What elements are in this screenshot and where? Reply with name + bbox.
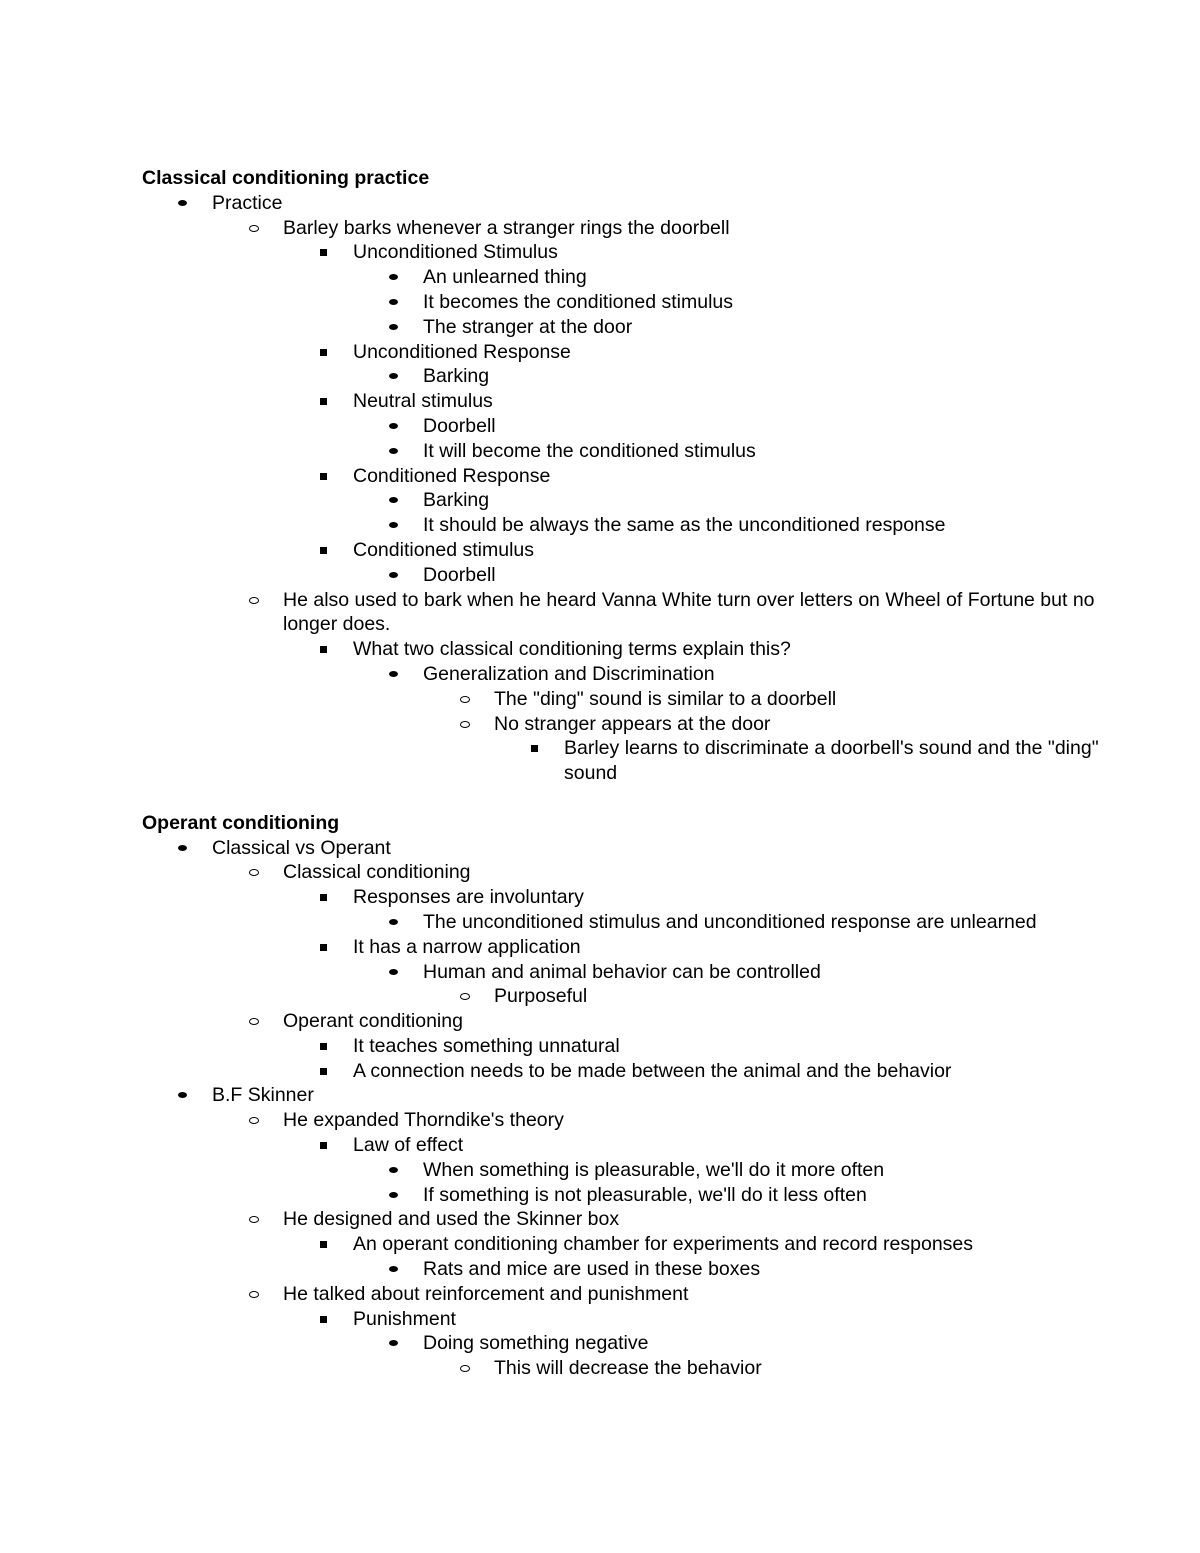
list-item-text: Conditioned stimulus: [353, 538, 535, 561]
list-item-text: An operant conditioning chamber for experiments and record responses: [353, 1233, 974, 1256]
document-body: [142, 166, 1102, 1381]
list-item: [142, 464, 1102, 489]
square-bullet-icon: [318, 464, 330, 489]
square-bullet-icon: [318, 1307, 330, 1332]
square-bullet-icon: [318, 240, 330, 265]
square-bullet-icon: [318, 935, 330, 960]
square-bullet-icon: [318, 1232, 330, 1257]
list-item: [142, 1307, 1102, 1332]
list-item-text: The stranger at the door: [423, 315, 633, 338]
list-item-text: Doorbell: [423, 414, 496, 437]
circle-bullet-icon: [248, 1282, 260, 1307]
list-item-text: The "ding" sound is similar to a doorbell: [494, 687, 837, 710]
list-item: [142, 687, 1102, 712]
list-item-text: Operant conditioning: [283, 1010, 463, 1033]
circle-bullet-icon: [248, 1108, 260, 1133]
list-item: [142, 662, 1102, 687]
circle-bullet-icon: [459, 687, 471, 712]
square-bullet-icon: [318, 1133, 330, 1158]
list-item: [142, 389, 1102, 414]
list-item: [142, 984, 1102, 1009]
circle-bullet-icon: [459, 712, 471, 737]
list-item: [142, 488, 1102, 513]
circle-bullet-icon: [248, 1009, 260, 1034]
list-item-text: It should be always the same as the unconditioned response: [423, 514, 946, 537]
list-item: [142, 1034, 1102, 1059]
list-item: [142, 736, 1102, 786]
list-item: [142, 563, 1102, 588]
list-item: [142, 910, 1102, 935]
list-item: [142, 240, 1102, 265]
list-item: [142, 1009, 1102, 1034]
list-item-text: He designed and used the Skinner box: [283, 1208, 620, 1231]
list-item-text: Classical vs Operant: [212, 836, 391, 859]
list-item: [142, 1282, 1102, 1307]
square-bullet-icon: [318, 637, 330, 662]
list-item-text: A connection needs to be made between the animal and the behavior: [353, 1059, 952, 1082]
list-item-text: Barking: [423, 489, 490, 512]
disc-bullet-icon: [388, 315, 400, 340]
list-item-text: Human and animal behavior can be controlled: [423, 960, 821, 983]
list-item: [142, 885, 1102, 910]
list-item: [142, 836, 1102, 861]
list-item: [142, 860, 1102, 885]
disc-bullet-icon: [388, 563, 400, 588]
list-item-text: Barley barks whenever a stranger rings the doorbell: [283, 216, 730, 239]
list-item: [142, 1108, 1102, 1133]
list-item-text: Punishment: [353, 1307, 456, 1330]
section-heading: Classical conditioning practice: [142, 167, 430, 189]
disc-bullet-icon: [388, 1158, 400, 1183]
list-item-text: Classical conditioning: [283, 861, 471, 884]
list-item: [142, 340, 1102, 365]
list-item-text: Rats and mice are used in these boxes: [423, 1258, 761, 1281]
list-item: [142, 1331, 1102, 1356]
disc-bullet-icon: [388, 910, 400, 935]
section-spacer: [142, 786, 1102, 811]
list-item-text: No stranger appears at the door: [494, 712, 771, 735]
list-item-text: B.F Skinner: [212, 1084, 314, 1107]
list-item: [142, 364, 1102, 389]
list-item: [142, 1257, 1102, 1282]
disc-bullet-icon: [388, 960, 400, 985]
list-item: [142, 315, 1102, 340]
circle-bullet-icon: [248, 216, 260, 241]
list-item: [142, 414, 1102, 439]
list-item: [142, 1232, 1102, 1257]
list-item-text: Unconditioned Response: [353, 340, 571, 363]
list-item-text: Unconditioned Stimulus: [353, 241, 558, 264]
disc-bullet-icon: [388, 364, 400, 389]
list-item-text: Law of effect: [353, 1134, 464, 1157]
list-item: [142, 1356, 1102, 1381]
circle-bullet-icon: [248, 1207, 260, 1232]
list-item-text: Barley learns to discriminate a doorbell's sound and the "ding" sound: [564, 737, 1099, 785]
list-item-text: If something is not pleasurable, we'll do it less often: [423, 1183, 867, 1206]
disc-bullet-icon: [177, 1083, 189, 1108]
disc-bullet-icon: [388, 488, 400, 513]
square-bullet-icon: [529, 736, 541, 761]
square-bullet-icon: [318, 340, 330, 365]
list-item: [142, 1083, 1102, 1108]
list-item-text: It teaches something unnatural: [353, 1034, 620, 1057]
disc-bullet-icon: [388, 1183, 400, 1208]
section-heading: Operant conditioning: [142, 811, 340, 834]
list-item: [142, 1207, 1102, 1232]
section: [142, 811, 1102, 1381]
list-item-text: It will become the conditioned stimulus: [423, 439, 756, 462]
list-item: [142, 960, 1102, 985]
list-item: [142, 1059, 1102, 1084]
list-item: [142, 538, 1102, 563]
list-item-text: Conditioned Response: [353, 464, 551, 487]
list-item: [142, 935, 1102, 960]
square-bullet-icon: [318, 1034, 330, 1059]
disc-bullet-icon: [388, 265, 400, 290]
disc-bullet-icon: [388, 513, 400, 538]
list-item: [142, 588, 1102, 638]
disc-bullet-icon: [388, 1257, 400, 1282]
list-item: [142, 1133, 1102, 1158]
circle-bullet-icon: [459, 984, 471, 1009]
list-item-text: What two classical conditioning terms explain this?: [353, 638, 791, 661]
list-item-text: He also used to bark when he heard Vanna White turn over letters on Wheel of Fortune but no longer does.: [283, 588, 1095, 636]
disc-bullet-icon: [388, 662, 400, 687]
section: [142, 166, 1102, 786]
list-item-text: It has a narrow application: [353, 935, 581, 958]
list-item-text: Generalization and Discrimination: [423, 662, 715, 685]
list-item: [142, 439, 1102, 464]
list-item-text: Neutral stimulus: [353, 390, 493, 413]
list-item: [142, 290, 1102, 315]
list-item-text: He expanded Thorndike's theory: [283, 1109, 564, 1132]
square-bullet-icon: [318, 885, 330, 910]
circle-bullet-icon: [248, 860, 260, 885]
circle-bullet-icon: [248, 588, 260, 613]
square-bullet-icon: [318, 1059, 330, 1084]
list-item-text: This will decrease the behavior: [494, 1357, 762, 1380]
list-item-text: An unlearned thing: [423, 266, 587, 289]
list-item-text: Practice: [212, 191, 283, 214]
document-page: [142, 166, 1102, 1381]
disc-bullet-icon: [388, 1331, 400, 1356]
list-item-text: Doorbell: [423, 563, 496, 586]
disc-bullet-icon: [177, 191, 189, 216]
circle-bullet-icon: [459, 1356, 471, 1381]
list-item-text: It becomes the conditioned stimulus: [423, 290, 734, 313]
list-item: [142, 513, 1102, 538]
list-item-text: Doing something negative: [423, 1332, 649, 1355]
disc-bullet-icon: [177, 836, 189, 861]
square-bullet-icon: [318, 389, 330, 414]
list-item-text: When something is pleasurable, we'll do it more often: [423, 1158, 885, 1181]
list-item: [142, 191, 1102, 216]
list-item: [142, 265, 1102, 290]
square-bullet-icon: [318, 538, 330, 563]
list-item-text: Responses are involuntary: [353, 886, 584, 909]
list-item: [142, 712, 1102, 737]
list-item-text: He talked about reinforcement and punishment: [283, 1282, 689, 1305]
list-item: [142, 216, 1102, 241]
list-item-text: Barking: [423, 365, 490, 388]
list-item: [142, 1158, 1102, 1183]
list-item: [142, 1183, 1102, 1208]
list-item-text: Purposeful: [494, 985, 588, 1008]
disc-bullet-icon: [388, 439, 400, 464]
list-item: [142, 637, 1102, 662]
disc-bullet-icon: [388, 414, 400, 439]
list-item-text: The unconditioned stimulus and unconditioned response are unlearned: [423, 910, 1037, 933]
disc-bullet-icon: [388, 290, 400, 315]
